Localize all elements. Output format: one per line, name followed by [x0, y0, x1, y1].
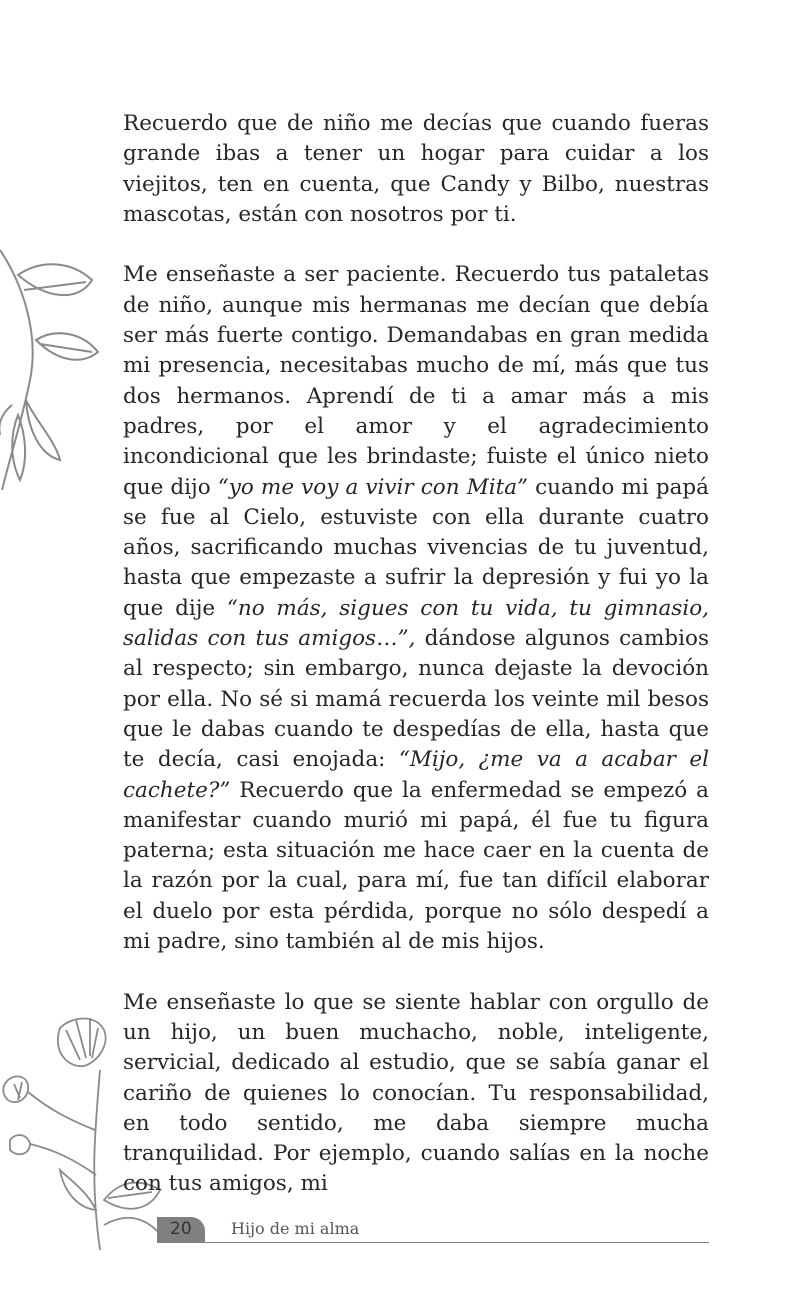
quote-italic: “yo me voy a vivir con Mita”	[217, 474, 529, 500]
page-number: 20	[170, 1219, 192, 1239]
paragraph-2-text: Recuerdo que la enfermedad se empezó a manifestar cuando murió mi papá, él fue tu figura paterna; esta situación me hace caer en la cuenta de la razón por la cual, para mí, fue tan difícil elaborar el duelo por esta pérdida, porque no sólo despedí a mi padre, sino también al de mis hijos.	[123, 777, 709, 955]
quote-italic: “Mijo, ¿me va a acabar el cachete?”	[123, 747, 709, 803]
paragraph-2-text: cuando mi papá se fue al Cielo, estuviste con ella durante cuatro años, sacrificando muchas vivencias de tu juventud, hasta que empezaste a sufrir la depresión y fui yo la que dije	[123, 474, 709, 621]
paragraph-2-text: dándose algunos cambios al respecto; sin embargo, nunca dejaste la devoción por ella. No sé si mamá recuerda los veinte mil besos que le dabas cuando te despedías de ella, hasta que te decía, casi enojada:	[123, 626, 709, 773]
paragraph-2-text: Me enseñaste a ser paciente. Recuerdo tus pataletas de niño, aunque mis hermanas me decían que debía ser más fuerte contigo. Demandabas en gran medida mi presencia, necesitabas mucho de mí, más que tus dos hermanos. Aprendí de ti a amar más a mis padres, por el amor y el agradecimiento incondicional que les brindaste; fuiste el único nieto que dijo	[123, 262, 709, 500]
quote-italic: “no más, sigues con tu vida, tu gimnasio, salidas con tus amigos…”,	[123, 595, 709, 652]
footer-rule	[205, 1242, 709, 1243]
body-text	[123, 109, 709, 1230]
paragraph-3: Me enseñaste lo que se siente hablar con orgullo de un hijo, un buen muchacho, noble, inteligente, servicial, dedicado al estudio, que se sabía ganar el cariño de quienes lo conocían. Tu responsabilidad, en todo sentido, me daba siempre mucha tranquilidad. Por ejemplo, cuando salías en la noche con tus amigos, mi	[123, 989, 709, 1197]
page-footer	[0, 1205, 800, 1245]
leaf-branch-ornament	[0, 240, 110, 500]
paragraph-2	[123, 260, 709, 957]
running-title: Hijo de mi alma	[231, 1219, 360, 1238]
paragraph-1: Recuerdo que de niño me decías que cuando fueras grande ibas a tener un hogar para cuidar a los viejitos, ten en cuenta, que Candy y Bilbo, nuestras mascotas, están con nosotros por ti.	[123, 111, 709, 227]
